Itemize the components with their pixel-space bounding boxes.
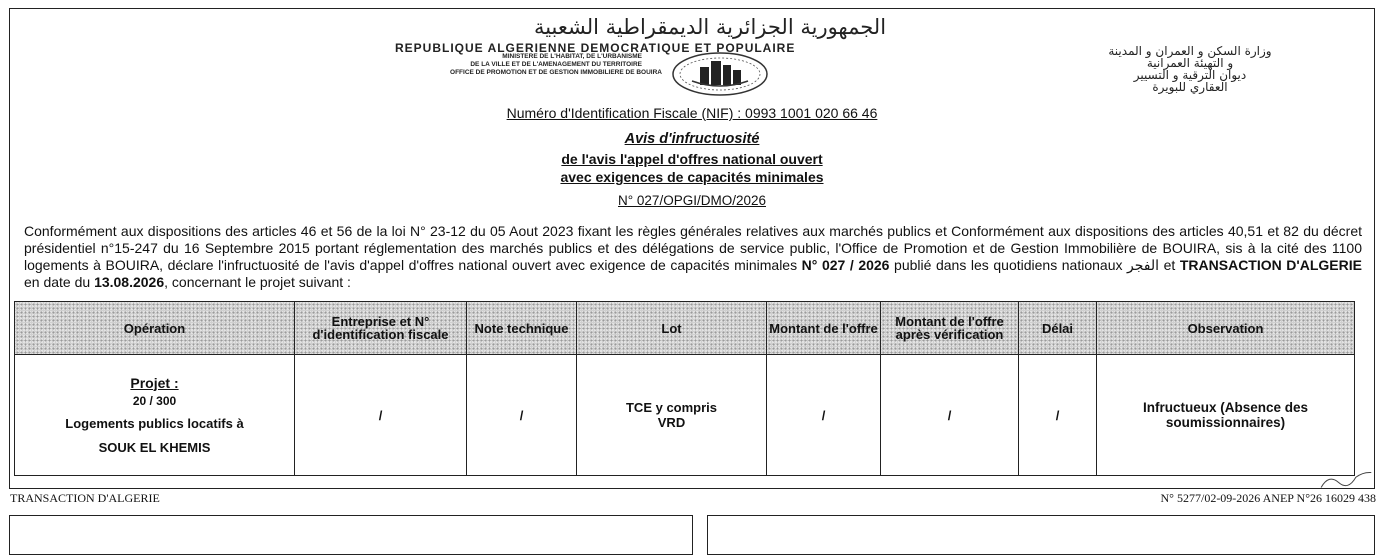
body-text: et bbox=[1159, 257, 1180, 273]
montant-cell: / bbox=[767, 355, 881, 476]
column-header: Montant de l'offre après vérification bbox=[881, 302, 1019, 355]
operation-cell bbox=[15, 355, 295, 476]
body-text: publié dans les quotidiens nationaux bbox=[889, 257, 1128, 273]
arabic-republic-title: الجمهورية الجزائرية الديمقراطية الشعبية bbox=[533, 15, 887, 39]
ministry-french-line: DE LA VILLE ET DE L'AMENAGEMENT DU TERRITOIRE bbox=[470, 61, 642, 68]
newspaper-name: TRANSACTION D'ALGERIE bbox=[1179, 257, 1362, 273]
table-header-row bbox=[15, 302, 1355, 355]
results-table bbox=[14, 301, 1355, 476]
delai-cell: / bbox=[1019, 355, 1097, 476]
ministry-arabic-line: وزارة السكن و العمران و المدينة bbox=[1108, 44, 1272, 58]
entreprise-cell: / bbox=[295, 355, 467, 476]
ministry-french-line: OFFICE DE PROMOTION ET DE GESTION IMMOBILIERE DE BOUIRA bbox=[450, 69, 662, 76]
letterhead bbox=[10, 9, 1374, 99]
newspaper-footer: TRANSACTION D'ALGERIE bbox=[10, 491, 160, 505]
body-text: en date du bbox=[24, 274, 95, 290]
adjacent-notice-frame bbox=[707, 515, 1375, 555]
notice-title: Avis d'infructuosité bbox=[624, 131, 760, 147]
publication-date: 13.08.2026 bbox=[94, 274, 165, 290]
notice-subtitle: avec exigences de capacités minimales bbox=[560, 169, 824, 185]
column-header: Observation bbox=[1097, 302, 1355, 355]
project-label: Projet : bbox=[130, 374, 179, 391]
project-number: 20 / 300 bbox=[132, 393, 177, 408]
montant-verif-cell: / bbox=[881, 355, 1019, 476]
body-text: , concernant le projet suivant : bbox=[164, 274, 351, 290]
column-header: Lot bbox=[577, 302, 767, 355]
column-header: Délai bbox=[1019, 302, 1097, 355]
ministry-french-line: MINISTERE DE L'HABITAT, DE L'URBANISME bbox=[502, 53, 642, 60]
nif-line: Numéro d'Identification Fiscale (NIF) : 0993 1001 020 66 46 bbox=[506, 105, 878, 121]
ministry-arabic-line: ديوان الترقية و التسيير bbox=[1133, 68, 1247, 82]
anep-reference: N° 5277/02-09-2026 ANEP N°26 16029 438 bbox=[1160, 491, 1376, 505]
tender-reference: N° 027 / 2026 bbox=[801, 257, 890, 273]
column-header: Opération bbox=[15, 302, 295, 355]
project-name: Logements publics locatifs à bbox=[65, 415, 244, 431]
table-row bbox=[15, 355, 1355, 476]
notice-body bbox=[24, 223, 1362, 291]
arabic-newspaper: الفجر bbox=[1127, 257, 1160, 273]
ministry-arabic-line: و التهيئة العمرانية bbox=[1146, 56, 1234, 70]
note-cell: / bbox=[467, 355, 577, 476]
french-republic-title: REPUBLIQUE ALGERIENNE DEMOCRATIQUE ET POPULAIRE bbox=[395, 41, 796, 55]
ministry-french bbox=[122, 53, 662, 77]
lot-cell: TCE y compris VRD bbox=[577, 355, 767, 476]
column-header: Note technique bbox=[467, 302, 577, 355]
body-text: Conformément aux dispositions des articles 46 et 56 de la loi N° 23-12 du 05 Aout 2023 fixant les règles générales relatives aux marchés publics et Conformément aux dispositions des articles 40,51 et 82 du décret présidentiel n°15-247 du 16 Septembre 2015 portant réglementation des marchés publics et des délégations de service public, l'Office de Promotion et de Gestion Immobilière de BOUIRA, sis à la cité des 1100 logements à BOUIRA, déclare l'infructuosité de l'avis d'appel d'offres national ouvert avec exigence de capacités minimales bbox=[24, 223, 1362, 273]
adjacent-notice-frame bbox=[9, 515, 693, 555]
column-header: Montant de l'offre bbox=[767, 302, 881, 355]
notice-number: N° 027/OPGI/DMO/2026 bbox=[618, 193, 766, 208]
column-header: Entreprise et N° d'identification fiscale bbox=[295, 302, 467, 355]
project-place: SOUK EL KHEMIS bbox=[98, 439, 211, 455]
ministry-arabic-line: العقاري للبويرة bbox=[1152, 80, 1228, 94]
ministry-arabic bbox=[1030, 45, 1350, 93]
observation-cell: Infructueux (Absence des soumissionnaires) bbox=[1097, 355, 1355, 476]
notice-subtitle: de l'avis l'appel d'offres national ouvert bbox=[561, 151, 823, 167]
opgi-logo-emblem bbox=[670, 51, 770, 97]
